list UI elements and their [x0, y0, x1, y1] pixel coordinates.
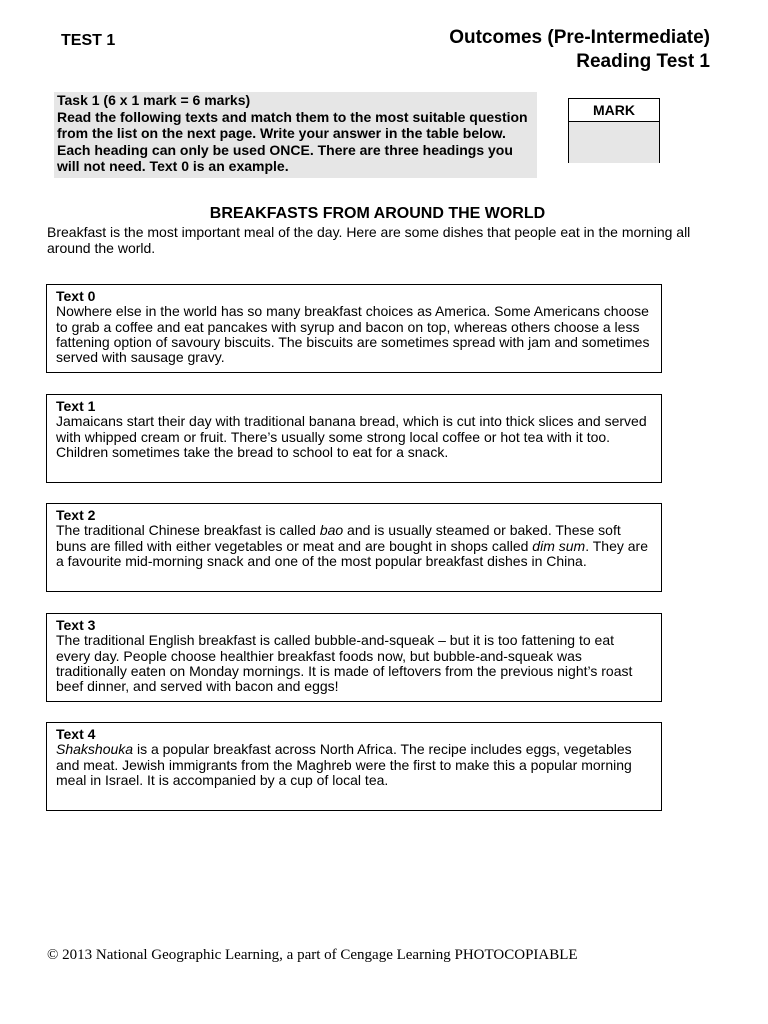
mark-label: MARK: [569, 99, 659, 122]
text-heading: Text 4: [56, 726, 96, 742]
task-instructions-box: [54, 92, 537, 178]
text-body-part: is a popular breakfast across North Africa. The recipe includes eggs, vegetables and meat. Jewish immigrants from the Maghreb were the first to make this a popular morning meal in Israel. It is accompanied by a cup of local tea.: [56, 741, 632, 788]
text-heading: Text 1: [56, 398, 96, 414]
text-body: [56, 741, 632, 788]
text-body: Jamaicans start their day with traditional banana bread, which is cut into thick slices and served with whipped cream or fruit. There’s usually some strong local coffee or hot tea with it too. Children sometimes take the bread to school to eat for a snack.: [56, 413, 647, 460]
text-box-4: [46, 722, 662, 811]
text-heading: Text 2: [56, 507, 96, 523]
course-title: Outcomes (Pre-Intermediate): [449, 27, 710, 48]
copyright-footer: © 2013 National Geographic Learning, a part of Cengage Learning PHOTOCOPIABLE: [47, 947, 578, 963]
text-box-2: [46, 503, 662, 592]
text-heading: Text 0: [56, 288, 96, 304]
text-body: [56, 522, 648, 569]
text-body-emphasis: Shakshouka: [56, 741, 134, 758]
text-body: Nowhere else in the world has so many breakfast choices as America. Some Americans choose to grab a coffee and eat pancakes with syrup and bacon on top, whereas others choose a less fattening option of savoury biscuits. The biscuits are sometimes spread with jam and sometimes served with sausage gravy.: [56, 303, 650, 366]
text-body-part: The traditional Chinese breakfast is called: [56, 522, 320, 539]
document-title: BREAKFASTS FROM AROUND THE WORLD: [209, 205, 546, 222]
text-box-0: [46, 284, 662, 373]
page-header: [449, 26, 710, 74]
document-intro: Breakfast is the most important meal of the day. Here are some dishes that people eat in the morning all around the world.: [47, 224, 691, 256]
text-body-part: and is usually steamed or baked. These soft buns are filled with either vegetables or meat and are bought in shops called: [56, 522, 621, 554]
text-box-3: [46, 613, 662, 702]
task-title: Task 1 (6 x 1 mark = 6 marks): [57, 92, 251, 108]
text-body-emphasis: dim sum: [532, 537, 586, 554]
mark-cell: [569, 122, 659, 163]
text-body-emphasis: bao: [319, 522, 344, 539]
text-heading: Text 3: [56, 617, 96, 633]
text-body-part: . They are a favourite mid-morning snack and one of the most popular breakfast dishes in China.: [56, 537, 648, 569]
test-label: TEST 1: [61, 32, 116, 49]
task-instructions: Read the following texts and match them to the most suitable question from the list on the next page. Write your answer in the table below. Each heading can only be used ONCE. There are three headings you will not need. Text 0 is an example.: [57, 108, 528, 174]
text-body: The traditional English breakfast is called bubble-and-squeak – but it is too fattening to eat every day. People choose healthier breakfast foods now, but bubble-and-squeak was traditionally eaten on Monday mornings. It is made of leftovers from the previous night’s roast beef dinner, and served with bacon and eggs!: [56, 632, 633, 695]
text-box-1: [46, 394, 662, 483]
test-name: Reading Test 1: [576, 51, 710, 72]
mark-box: [568, 98, 660, 163]
